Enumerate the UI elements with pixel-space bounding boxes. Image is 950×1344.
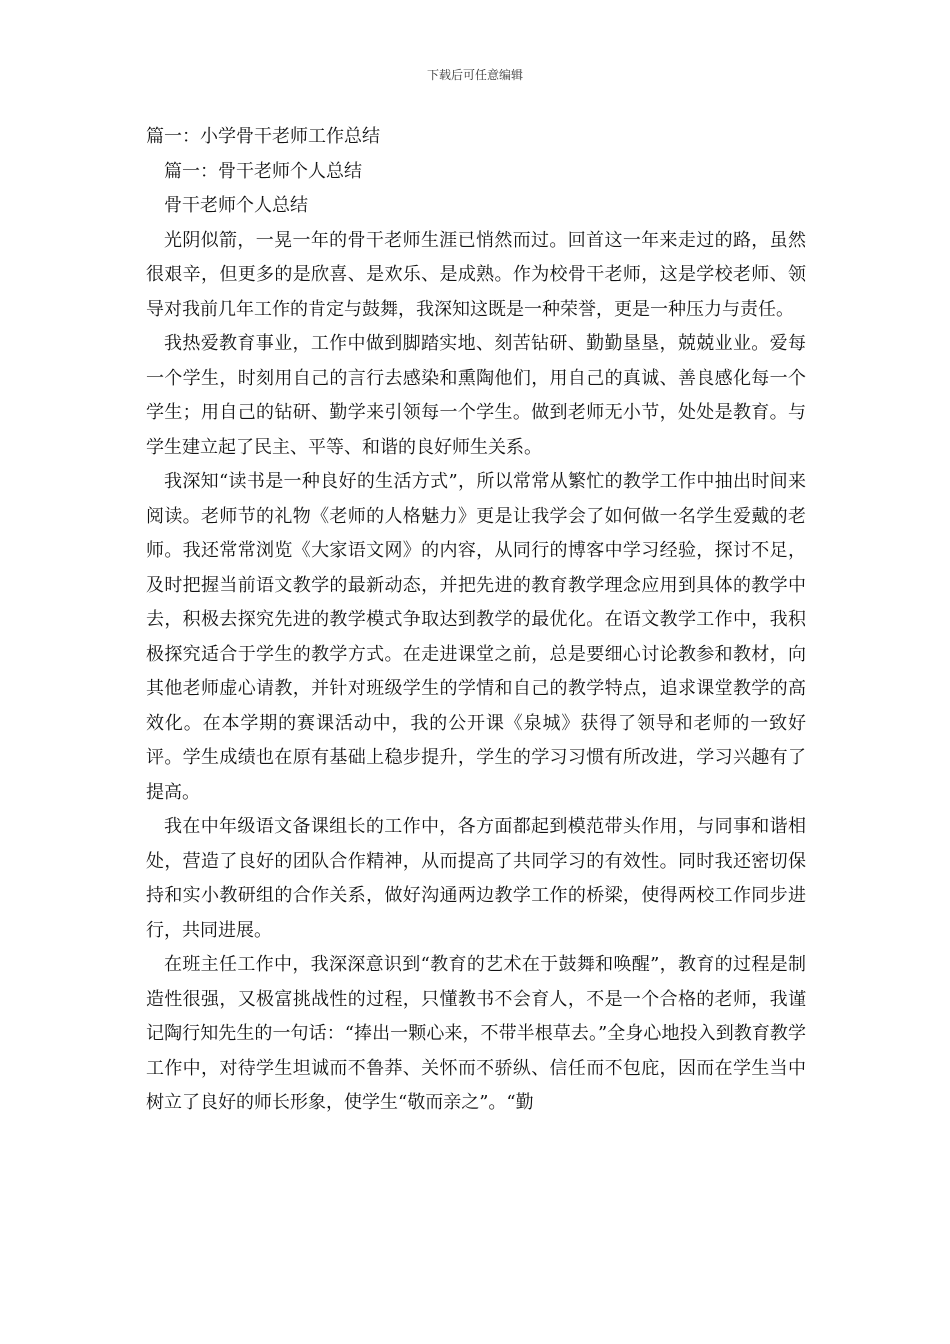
page-header-note: 下载后可任意编辑 [426,68,523,82]
document-body [146,120,806,1121]
section-heading: 篇一：骨干老师个人总结 [164,160,362,182]
document-title: 篇一：小学骨干老师工作总结 [146,126,380,147]
paragraph-team-lead: 我在中年级语文备课组长的工作中，各方面都起到模范带头作用，与同事和谐相处，营造了良好的团队合作精神，从而提高了共同学习的有效性。同时我还密切保持和实小教研组的合作关系，做好沟通两边教学工作的桥梁，使得两校工作同步进行，共同进展。 [146,816,806,941]
paragraph-class-teacher: 在班主任工作中，我深深意识到“教育的艺术在于鼓舞和唤醒”，教育的过程是制造性很强，又极富挑战性的过程，只懂教书不会育人，不是一个合格的老师，我谨记陶行知先生的一句话：“捧出一颗心来，不带半根草去。”全身心地投入到教育教学工作中，对待学生坦诚而不鲁莽、关怀而不骄纵、信任而不包庇，因而在学生当中树立了良好的师长形象，使学生“敬而亲之”。“勤 [146,954,806,1113]
paragraph-intro: 光阴似箭，一晃一年的骨干老师生涯已悄然而过。回首这一年来走过的路，虽然很艰辛，但更多的是欣喜、是欢乐、是成熟。作为校骨干老师，这是学校老师、领导对我前几年工作的肯定与鼓舞，我深知这既是一种荣誉，更是一种压力与责任。 [146,229,806,320]
subsection-heading: 骨干老师个人总结 [164,195,308,216]
paragraph-reading: 我深知“读书是一种良好的生活方式”，所以常常从繁忙的教学工作中抽出时间来阅读。老师节的礼物《老师的人格魅力》更是让我学会了如何做一名学生爱戴的老师。我还常常浏览《大家语文网》的内容，从同行的博客中学习经验，探讨不足，及时把握当前语文教学的最新动态，并把先进的教育教学理念应用到具体的教学中去，积极去探究先进的教学模式争取达到教学的最优化。在语文教学工作中，我积极探究适合于学生的教学方式。在走进课堂之前，总是要细心讨论教参和教材，向其他老师虚心请教，并针对班级学生的学情和自己的教学特点，追求课堂教学的高效化。在本学期的赛课活动中，我的公开课《泉城》获得了领导和老师的一致好评。学生成绩也在原有基础上稳步提升，学生的学习习惯有所改进，学习兴趣有了提高。 [146,471,806,803]
paragraph-dedication: 我热爱教育事业，工作中做到脚踏实地、刻苦钻研、勤勤垦垦，兢兢业业。爱每一个学生，时刻用自己的言行去感染和熏陶他们，用自己的真诚、善良感化每一个学生；用自己的钻研、勤学来引领每一个学生。做到老师无小节，处处是教育。与学生建立起了民主、平等、和谐的良好师生关系。 [146,333,806,458]
